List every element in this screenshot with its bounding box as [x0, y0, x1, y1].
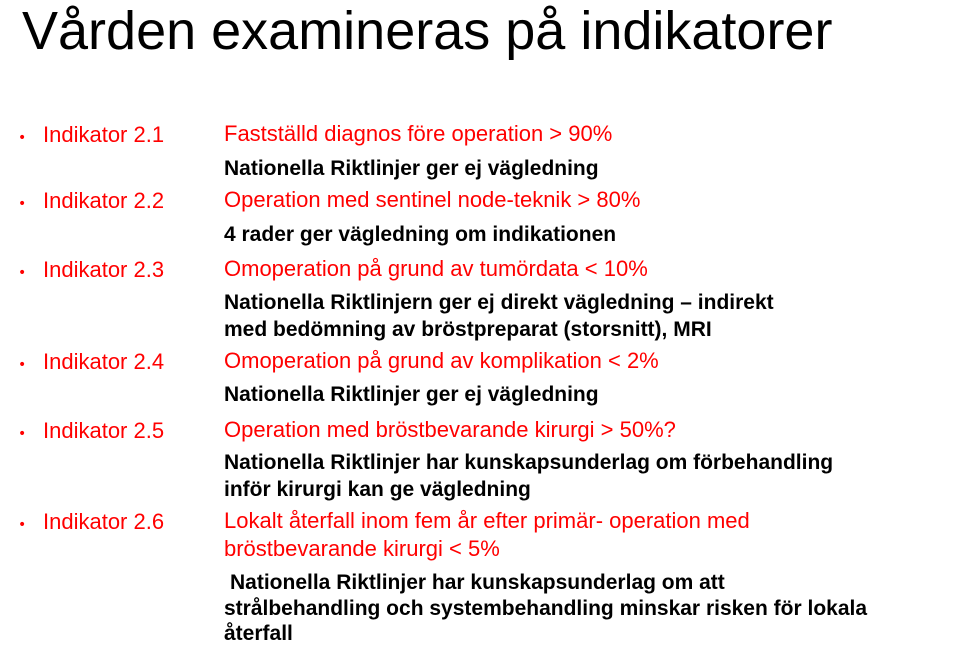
bullet-dot-icon: •	[18, 357, 27, 373]
indicator-note: Nationella Riktlinjer har kunskapsunderlag om att	[230, 571, 725, 594]
indicator-label: Indikator 2.3	[43, 257, 165, 282]
indicator-label: Indikator 2.2	[43, 188, 165, 213]
indicator-label: Indikator 2.5	[43, 418, 165, 443]
indicator-label: Indikator 2.4	[43, 349, 165, 374]
indicator-headline: Operation med bröstbevarande kirurgi > 50%?	[224, 417, 676, 442]
indicator-note: Nationella Riktlinjern ger ej direkt vägledning – indirekt	[224, 291, 774, 314]
slide-title: Vården examineras på indikatorer	[22, 1, 833, 61]
bullet-dot-icon: •	[18, 265, 27, 281]
bullet-dot-icon: •	[18, 196, 27, 212]
indicator-note: Nationella Riktlinjer ger ej vägledning	[224, 157, 599, 180]
indicator-note: Nationella Riktlinjer har kunskapsunderlag om förbehandling	[224, 451, 834, 474]
indicator-note: återfall	[224, 622, 293, 645]
indicator-headline: bröstbevarande kirurgi < 5%	[224, 536, 500, 561]
indicator-label: Indikator 2.6	[43, 509, 165, 534]
indicator-headline: Lokalt återfall inom fem år efter primär- operation med	[224, 508, 750, 533]
bullet-dot-icon: •	[18, 517, 27, 533]
indicator-headline: Operation med sentinel node-teknik > 80%	[224, 187, 641, 212]
bullet-dot-icon: •	[18, 426, 27, 442]
indicator-note: 4 rader ger vägledning om indikationen	[224, 223, 617, 246]
indicator-headline: Omoperation på grund av tumördata < 10%	[224, 256, 648, 281]
indicator-headline: Omoperation på grund av komplikation < 2%	[224, 348, 659, 373]
indicator-note: strålbehandling och systembehandling minskar risken för lokala	[224, 597, 868, 620]
indicator-headline: Fastställd diagnos före operation > 90%	[224, 121, 613, 146]
indicator-note: Nationella Riktlinjer ger ej vägledning	[224, 383, 599, 406]
indicator-note: inför kirurgi kan ge vägledning	[224, 478, 531, 501]
indicator-label: Indikator 2.1	[43, 122, 165, 147]
bullet-dot-icon: •	[18, 130, 27, 146]
indicator-note: med bedömning av bröstpreparat (storsnitt), MRI	[224, 318, 712, 341]
